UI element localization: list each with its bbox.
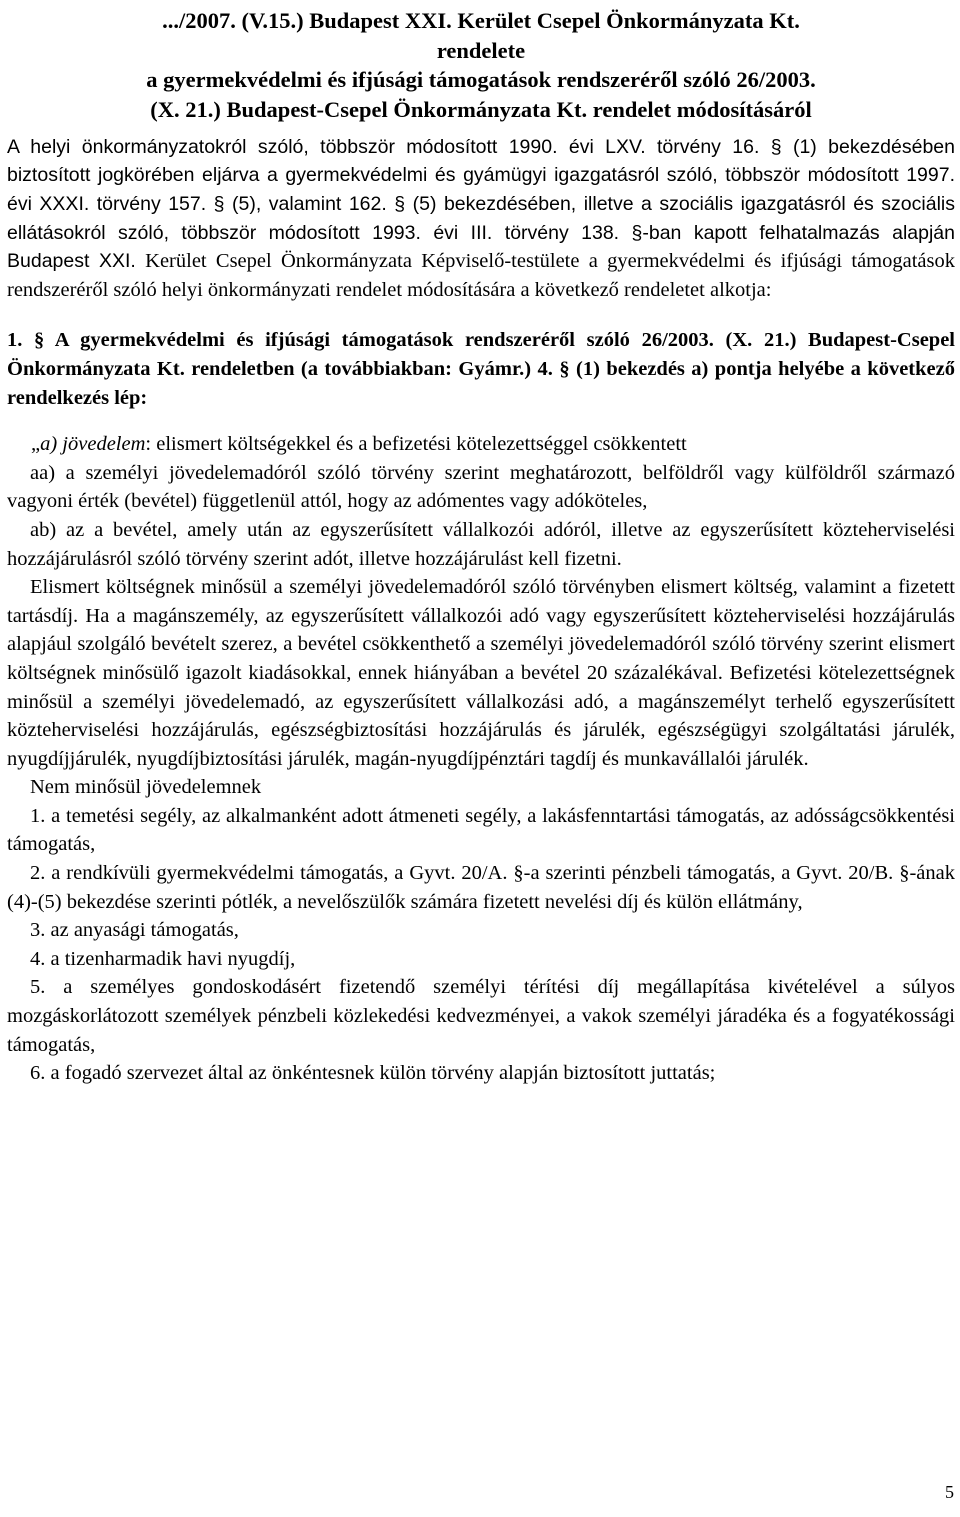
list-item: 2. a rendkívüli gyermekvédelmi támogatás, a Gyvt. 20/A. §-a szerinti pénzbeli támogatás, a Gyvt. 20/B. §-ának (4)-(5) bekezdése szerinti pótlék, a nevelőszülők számára fizetett nevelési díj és külön ellátmány,: [7, 862, 955, 913]
title-line: rendelete: [436, 37, 526, 63]
definition-rest: : elismert költségekkel és a befizetési kötelezettséggel csökkentett: [145, 433, 687, 456]
title-line: a gyermekvédelmi és ifjúsági támogatások rendszeréről szóló 26/2003.: [146, 67, 816, 93]
paragraph-elismert: Elismert költségnek minősül a személyi jövedelemadóról szóló törvényben elismert költség, valamint a fizetett tartásdíj. Ha a magánszemély, az egyszerűsített vállalkozói adó vagy egyszerűsített közteherviselési hozzájárulás alapjául szolgáló bevételt szerez, a bevétel csökkenthető a személyi jövedelemadóról szóló törvény szerint elismert költségnek minősülő igazolt kiadásokkal, ennek hiányában a bevétel 20 százalékával. Befizetési kötelezettségnek minősül a személyi jövedelemadó, az egyszerűsített vállalkozási adó, a magánszemélyt terhelő egyszerűsített közteherviselési hozzájárulás, egészségbiztosítási hozzájárulás és járulék, egészségügyi szolgáltatási járulék, nyugdíjjárulék, nyugdíjbiztosítási járulék, magán-nyugdíjpénztári tagdíj és munkavállalói járulék.: [7, 576, 955, 770]
page-number: 5: [945, 1482, 954, 1503]
list-item: 4. a tizenharmadik havi nyugdíj,: [30, 947, 296, 970]
document-title: [7, 6, 955, 125]
paragraph-nem-minosul: Nem minősül jövedelemnek: [30, 776, 262, 799]
paragraph-ab: ab) az a bevétel, amely után az egyszerűsített vállalkozói adóról, illetve az egyszerűsített közteherviselési hozzájárulásról szóló törvény szerint adót, illetve hozzájárulást kell fizetni.: [7, 518, 955, 570]
title-line: (X. 21.) Budapest-Csepel Önkormányzata Kt. rendelet módosításáról: [150, 97, 812, 123]
title-line: .../2007. (V.15.) Budapest XXI. Kerület Csepel Önkormányzata Kt.: [162, 8, 800, 33]
list-item: 6. a fogadó szervezet által az önkéntesnek külön törvény alapján biztosított juttatás;: [30, 1062, 716, 1085]
list-item: 5. a személyes gondoskodásért fizetendő személyi térítési díj megállapítása kivételével a súlyos mozgáskorlátozott személyek pénzbeli közlekedési kedvezményei, a vakok személyi járadéka és a fogyatékossági támogatás,: [7, 976, 955, 1056]
definition-term: a) jövedelem: [40, 433, 146, 456]
preamble: [7, 133, 955, 305]
definition-line: [7, 430, 955, 459]
paragraph-aa: aa) a személyi jövedelemadóról szóló törvény szerint meghatározott, belföldről vagy külföldről származó vagyoni érték (bevétel) függetlenül attól, hogy az adómentes vagy adóköteles,: [7, 461, 955, 513]
opening-quote: „: [31, 433, 41, 456]
list-item: 1. a temetési segély, az alkalmanként adott átmeneti segély, a lakásfenntartási támogatás, az adósságcsökkentési támogatás,: [7, 804, 955, 856]
preamble-sans-text: A helyi önkormányzatokról szóló, többször módosított 1990. évi LXV. törvény 16. § (1) bekezdésében biztosított jogkörében eljárva a gyermekvédelmi és gyámügyi igazgatásról szóló, többször módosított 1997. évi XXXI. törvény 157. § (5), valamint 162. § (5) bekezdésében, illetve a szociális igazgatásról és szociális ellátásokról szóló, többször módosított 1993. évi III. törvény 138. §-ban kapott felhatalmazás alapján Budapest XXI.: [7, 135, 955, 273]
preamble-serif-text: Kerület Csepel Önkormányzata Képviselő-testülete a gyermekvédelmi és ifjúsági támogatások rendszeréről szóló helyi önkormányzati rendelet módosítására a következő rendeletet alkotja:: [7, 250, 955, 301]
section-1-heading: 1. § A gyermekvédelmi és ifjúsági támogatások rendszeréről szóló 26/2003. (X. 21.) Budapest-Csepel Önkormányzata Kt. rendeletben (a továbbiakban: Gyámr.) 4. § (1) bekezdés a) pontja helyébe a következő rendelkezés lép:: [7, 329, 955, 409]
list-item: 3. az anyasági támogatás,: [30, 919, 239, 942]
